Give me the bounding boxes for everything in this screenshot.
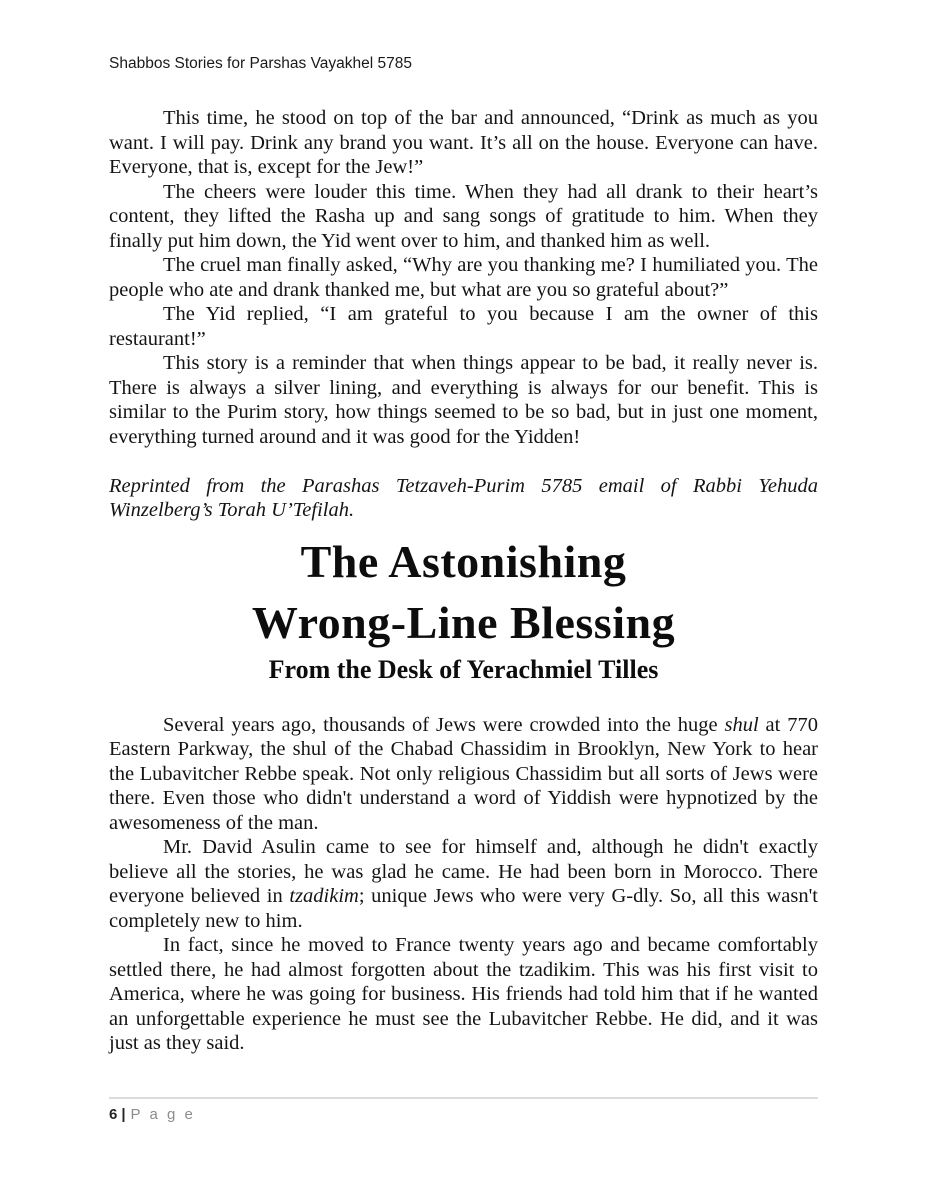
footer-page-label: P a g e — [130, 1106, 196, 1123]
text-run: ; unique Jews who were very G-dly. So, all this wasn't completely new to him. — [109, 885, 818, 932]
story-ending-paragraph-2 — [109, 180, 818, 254]
text-run: The cheers were louder this time. When they had all drank to their heart’s content, they lifted the Rasha up and sang songs of gratitude to him. When they finally put him down, the Yid went over to him, and thanked him as well. — [109, 180, 818, 252]
story-paragraph-2 — [109, 835, 818, 933]
italic-term: shul — [724, 713, 759, 736]
story-subtitle: From the Desk of Yerachmiel Tilles — [268, 654, 659, 684]
story-title-line-1: The Astonishing — [300, 535, 627, 587]
footer-text — [109, 1106, 818, 1123]
page-number: 6 — [109, 1106, 118, 1123]
story-ending-paragraph-3 — [109, 253, 818, 302]
text-run: This story is a reminder that when things appear to be bad, it really never is. There is always a silver lining, and everything is always for our benefit. This is similar to the Purim story, how things seemed to be so bad, but in just one moment, everything turned around and it was good for the Yidden! — [109, 352, 818, 448]
text-run: The cruel man finally asked, “Why are you thanking me? I humiliated you. The people who ate and drank thanked me, but what are you so grateful about?” — [109, 254, 818, 301]
story-paragraph-1 — [109, 713, 818, 836]
story-paragraph-3 — [109, 933, 818, 1056]
italic-term: tzadikim — [289, 885, 359, 907]
text-run: at 770 Eastern Parkway, the shul of the Chabad Chassidim in Brooklyn, New York to hear the Lubavitcher Rebbe speak. Not only religious Chassidim but all sorts of Jews were there. Even those who didn't understand a word of Yiddish were hypnotized by the awesomeness of the man. — [109, 713, 818, 834]
text-run: Mr. David Asulin came to see for himself and, although he didn't exactly believe all the stories, he was glad he came. He had been born in Morocco. There everyone believed in — [109, 836, 818, 907]
reprint-attribution: Reprinted from the Parashas Tetzaveh-Purim 5785 email of Rabbi Yehuda Winzelberg’s Torah U’Tefilah. — [109, 474, 818, 521]
story-ending-paragraph-5 — [109, 351, 818, 449]
footer-separator: | — [121, 1106, 126, 1123]
header-title: Shabbos Stories for Parshas Vayakhel 5785 — [109, 55, 413, 72]
text-run: This time, he stood on top of the bar and announced, “Drink as much as you want. I will pay. Drink any brand you want. It’s all on the house. Everyone can have. Everyone, that is, except for the Jew!” — [109, 107, 818, 178]
story-title — [109, 531, 818, 653]
text-run: Several years ago, thousands of Jews were crowded into the huge — [163, 713, 725, 736]
story-ending-paragraph-4 — [109, 302, 818, 351]
story-title-line-2: Wrong-Line Blessing — [251, 596, 676, 648]
footer-divider — [109, 1097, 818, 1099]
text-run: In fact, since he moved to France twenty years ago and became comfortably settled there, he had almost forgotten about the tzadikim. This was his first visit to America, where he was going for business. His friends had told him that if he wanted an unforgettable experience he must see the Lubavitcher Rebbe. He did, and it was just as they said. — [109, 934, 818, 1054]
story-ending-paragraph-1 — [109, 106, 818, 180]
text-run: The Yid replied, “I am grateful to you because I am the owner of this restaurant!” — [109, 303, 818, 350]
page-content — [109, 106, 818, 1056]
page-footer — [109, 1097, 818, 1123]
page-header — [109, 55, 818, 73]
